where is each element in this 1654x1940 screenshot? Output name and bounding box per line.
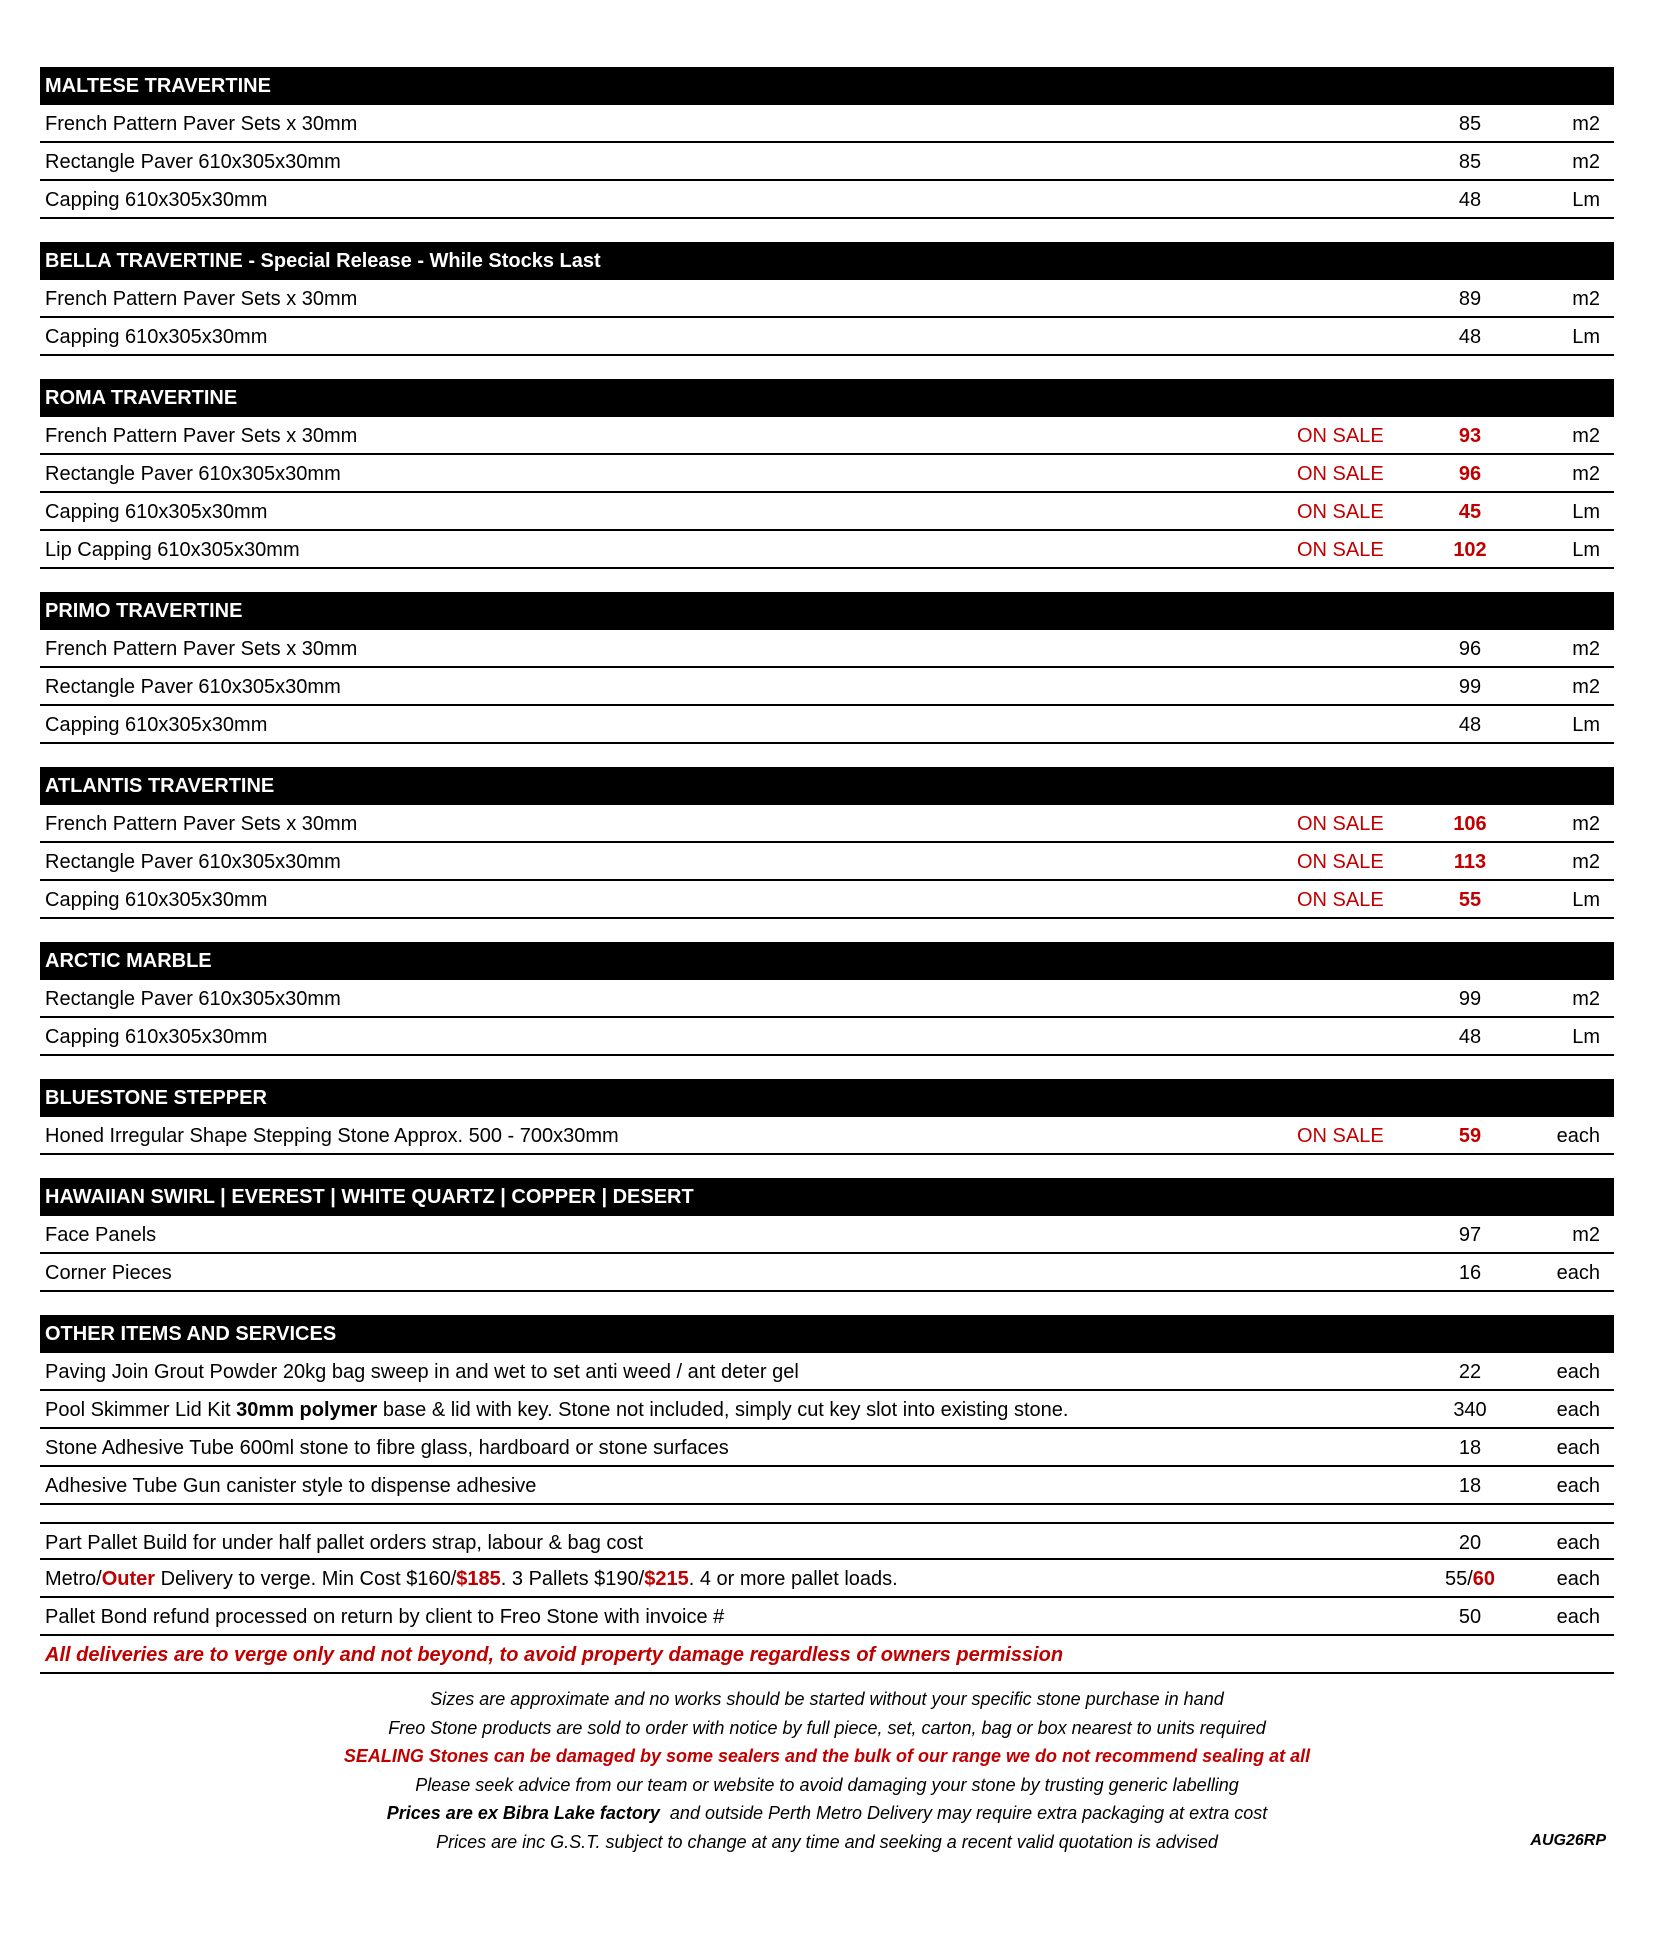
- item-unit: each: [1556, 1125, 1600, 1147]
- product-section: [40, 767, 1614, 919]
- item-unit: each: [1556, 1262, 1600, 1284]
- table-row: [40, 843, 1614, 881]
- table-row: [40, 1018, 1614, 1056]
- item-price: 93: [1458, 425, 1482, 447]
- item-description: Stone Adhesive Tube 600ml stone to fibre glass, hardboard or stone surfaces: [45, 1437, 729, 1459]
- item-price: 48: [1458, 326, 1482, 348]
- desc-part: Delivery to verge. Min Cost $160/: [155, 1568, 457, 1590]
- item-description: Rectangle Paver 610x305x30mm: [45, 151, 341, 173]
- item-description: Capping 610x305x30mm: [45, 189, 268, 211]
- item-price: 16: [1458, 1262, 1482, 1284]
- table-row: [40, 493, 1614, 531]
- item-unit: Lm: [1572, 326, 1600, 348]
- product-section: [40, 242, 1614, 356]
- item-description: Capping 610x305x30mm: [45, 501, 268, 523]
- item-price: 106: [1453, 813, 1487, 835]
- desc-red-part: $215: [644, 1568, 689, 1590]
- item-price: 97: [1458, 1224, 1482, 1246]
- item-price: 48: [1458, 189, 1482, 211]
- note-line: Prices are inc G.S.T. subject to change at any time and seeking a recent valid quotation is advised: [436, 1831, 1218, 1852]
- product-sections: [40, 67, 1614, 1292]
- section-header: BELLA TRAVERTINE - Special Release - While Stocks Last: [40, 242, 1614, 280]
- table-row: [40, 318, 1614, 356]
- item-price: 85: [1458, 113, 1482, 135]
- note-part: and outside Perth Metro Delivery may require extra packaging at extra cost: [659, 1803, 1268, 1824]
- item-price: 99: [1458, 988, 1482, 1010]
- table-row: [40, 668, 1614, 706]
- item-price: 113: [1453, 851, 1487, 873]
- item-unit: m2: [1572, 288, 1600, 310]
- table-row: [40, 143, 1614, 181]
- item-price: 55: [1458, 889, 1482, 911]
- table-row: [40, 455, 1614, 493]
- item-price: [1430, 1560, 1510, 1598]
- note-line-sealing: SEALING Stones can be damaged by some sealers and the bulk of our range we do not recommend sealing at all: [343, 1746, 1311, 1767]
- item-description: Rectangle Paver 610x305x30mm: [45, 463, 341, 485]
- sale-badge: ON SALE: [1297, 501, 1384, 523]
- product-section: [40, 942, 1614, 1056]
- table-row: [40, 1117, 1614, 1155]
- desc-red-part: $185: [456, 1568, 501, 1590]
- note-line: [40, 1799, 1614, 1828]
- item-unit: m2: [1572, 151, 1600, 173]
- item-price: 18: [1458, 1475, 1482, 1497]
- section-other-items: [40, 1315, 1614, 1505]
- table-row: [40, 1429, 1614, 1467]
- desc-bold-part: 30mm polymer: [236, 1399, 378, 1421]
- item-unit: m2: [1572, 638, 1600, 660]
- product-section: [40, 67, 1614, 219]
- note-line: Sizes are approximate and no works should be started without your specific stone purchase in hand: [430, 1689, 1224, 1709]
- item-unit: m2: [1572, 463, 1600, 485]
- item-price: 22: [1458, 1361, 1482, 1383]
- item-description: French Pattern Paver Sets x 30mm: [45, 425, 358, 447]
- document-code: AUG26RP: [1530, 1832, 1606, 1849]
- item-unit: Lm: [1572, 501, 1600, 523]
- item-price: 18: [1458, 1437, 1482, 1459]
- item-unit: each: [1556, 1361, 1600, 1383]
- table-row: [40, 417, 1614, 455]
- table-row: [40, 1598, 1614, 1636]
- item-description: Honed Irregular Shape Stepping Stone Approx. 500 - 700x30mm: [45, 1125, 619, 1147]
- desc-part: . 4 or more pallet loads.: [688, 1568, 898, 1590]
- item-unit: each: [1556, 1532, 1600, 1554]
- table-row: [40, 630, 1614, 668]
- desc-part: . 3 Pallets $190/: [500, 1568, 645, 1590]
- price-part: 55/: [1444, 1568, 1473, 1590]
- section-header: ATLANTIS TRAVERTINE: [40, 767, 1614, 805]
- item-description: Capping 610x305x30mm: [45, 889, 268, 911]
- sale-badge: ON SALE: [1297, 889, 1384, 911]
- item-price: 50: [1458, 1606, 1482, 1628]
- section-header: ARCTIC MARBLE: [40, 942, 1614, 980]
- item-description: [45, 1391, 1068, 1429]
- item-unit: each: [1556, 1437, 1600, 1459]
- item-description: Rectangle Paver 610x305x30mm: [45, 676, 341, 698]
- item-unit: Lm: [1572, 889, 1600, 911]
- item-description: Adhesive Tube Gun canister style to dispense adhesive: [45, 1475, 537, 1497]
- desc-part: base & lid with key. Stone not included, simply cut key slot into existing stone.: [377, 1399, 1069, 1421]
- sale-badge: ON SALE: [1297, 425, 1384, 447]
- table-row: [40, 1353, 1614, 1391]
- item-price: 48: [1458, 714, 1482, 736]
- item-unit: Lm: [1572, 714, 1600, 736]
- table-row: [40, 805, 1614, 843]
- product-section: [40, 592, 1614, 744]
- item-price: 96: [1458, 638, 1482, 660]
- delivery-warning: All deliveries are to verge only and not beyond, to avoid property damage regardless of owners permission: [40, 1636, 1614, 1674]
- item-description: French Pattern Paver Sets x 30mm: [45, 113, 358, 135]
- table-row: [40, 1254, 1614, 1292]
- item-price: 85: [1458, 151, 1482, 173]
- table-row: [40, 980, 1614, 1018]
- item-description: French Pattern Paver Sets x 30mm: [45, 638, 358, 660]
- item-price: 340: [1453, 1399, 1487, 1421]
- item-unit: Lm: [1572, 1026, 1600, 1048]
- table-row: [40, 531, 1614, 569]
- sale-badge: ON SALE: [1297, 813, 1384, 835]
- table-row: [40, 1391, 1614, 1429]
- item-description: Face Panels: [45, 1224, 157, 1246]
- product-section: [40, 1178, 1614, 1292]
- item-description: French Pattern Paver Sets x 30mm: [45, 813, 358, 835]
- table-row: [40, 181, 1614, 219]
- item-unit: m2: [1572, 851, 1600, 873]
- note-line: Freo Stone products are sold to order with notice by full piece, set, carton, bag or box nearest to units required: [388, 1717, 1266, 1738]
- item-price: 59: [1458, 1125, 1482, 1147]
- desc-part: Pool Skimmer Lid Kit: [45, 1399, 237, 1421]
- desc-part: Metro/: [45, 1568, 102, 1590]
- section-header: ROMA TRAVERTINE: [40, 379, 1614, 417]
- item-unit: Lm: [1572, 189, 1600, 211]
- item-unit: m2: [1572, 1224, 1600, 1246]
- item-unit: m2: [1572, 425, 1600, 447]
- sale-badge: ON SALE: [1297, 539, 1384, 561]
- table-row: [40, 1522, 1614, 1560]
- item-price: 99: [1458, 676, 1482, 698]
- product-section: [40, 1079, 1614, 1155]
- price-red-part: 60: [1472, 1568, 1496, 1590]
- item-unit: each: [1556, 1475, 1600, 1497]
- item-description: Rectangle Paver 610x305x30mm: [45, 851, 341, 873]
- item-description: French Pattern Paver Sets x 30mm: [45, 288, 358, 310]
- section-header: MALTESE TRAVERTINE: [40, 67, 1614, 105]
- table-row: [40, 280, 1614, 318]
- item-description: Corner Pieces: [45, 1262, 172, 1284]
- item-price: 45: [1458, 501, 1482, 523]
- desc-red-part: Outer: [101, 1568, 156, 1590]
- product-section: [40, 379, 1614, 569]
- item-unit: Lm: [1572, 539, 1600, 561]
- table-row: [40, 1216, 1614, 1254]
- section-header: HAWAIIAN SWIRL | EVEREST | WHITE QUARTZ | COPPER | DESERT: [40, 1178, 1614, 1216]
- item-unit: m2: [1572, 113, 1600, 135]
- item-unit: m2: [1572, 676, 1600, 698]
- item-price: 89: [1458, 288, 1482, 310]
- sale-badge: ON SALE: [1297, 463, 1384, 485]
- item-description: Lip Capping 610x305x30mm: [45, 539, 300, 561]
- table-row: [40, 1560, 1614, 1598]
- item-price: 48: [1458, 1026, 1482, 1048]
- table-row: [40, 105, 1614, 143]
- table-row: [40, 881, 1614, 919]
- table-row: [40, 706, 1614, 744]
- item-description: Capping 610x305x30mm: [45, 326, 268, 348]
- note-bold-part: Prices are ex Bibra Lake factory: [386, 1803, 660, 1824]
- item-unit: m2: [1572, 813, 1600, 835]
- section-header: BLUESTONE STEPPER: [40, 1079, 1614, 1117]
- section-services: [40, 1522, 1614, 1674]
- item-description: Capping 610x305x30mm: [45, 714, 268, 736]
- footnotes: [40, 1685, 1614, 1857]
- item-description: Part Pallet Build for under half pallet orders strap, labour & bag cost: [45, 1532, 644, 1554]
- item-description: Rectangle Paver 610x305x30mm: [45, 988, 341, 1010]
- note-line: Please seek advice from our team or website to avoid damaging your stone by trusting generic labelling: [415, 1774, 1239, 1795]
- item-unit: m2: [1572, 988, 1600, 1010]
- item-description: [45, 1560, 898, 1598]
- sale-badge: ON SALE: [1297, 851, 1384, 873]
- table-row: [40, 1467, 1614, 1505]
- item-description: Pallet Bond refund processed on return by client to Freo Stone with invoice #: [45, 1606, 725, 1628]
- item-price: 102: [1453, 539, 1487, 561]
- sale-badge: ON SALE: [1297, 1125, 1384, 1147]
- item-description: Capping 610x305x30mm: [45, 1026, 268, 1048]
- item-unit: each: [1556, 1568, 1600, 1590]
- item-description: Paving Join Grout Powder 20kg bag sweep in and wet to set anti weed / ant deter gel: [45, 1361, 799, 1383]
- item-unit: each: [1556, 1606, 1600, 1628]
- item-price: 96: [1458, 463, 1482, 485]
- item-unit: each: [1556, 1399, 1600, 1421]
- price-list: [40, 67, 1614, 1674]
- section-header: OTHER ITEMS AND SERVICES: [40, 1315, 1614, 1353]
- section-header: PRIMO TRAVERTINE: [40, 592, 1614, 630]
- item-price: 20: [1458, 1532, 1482, 1554]
